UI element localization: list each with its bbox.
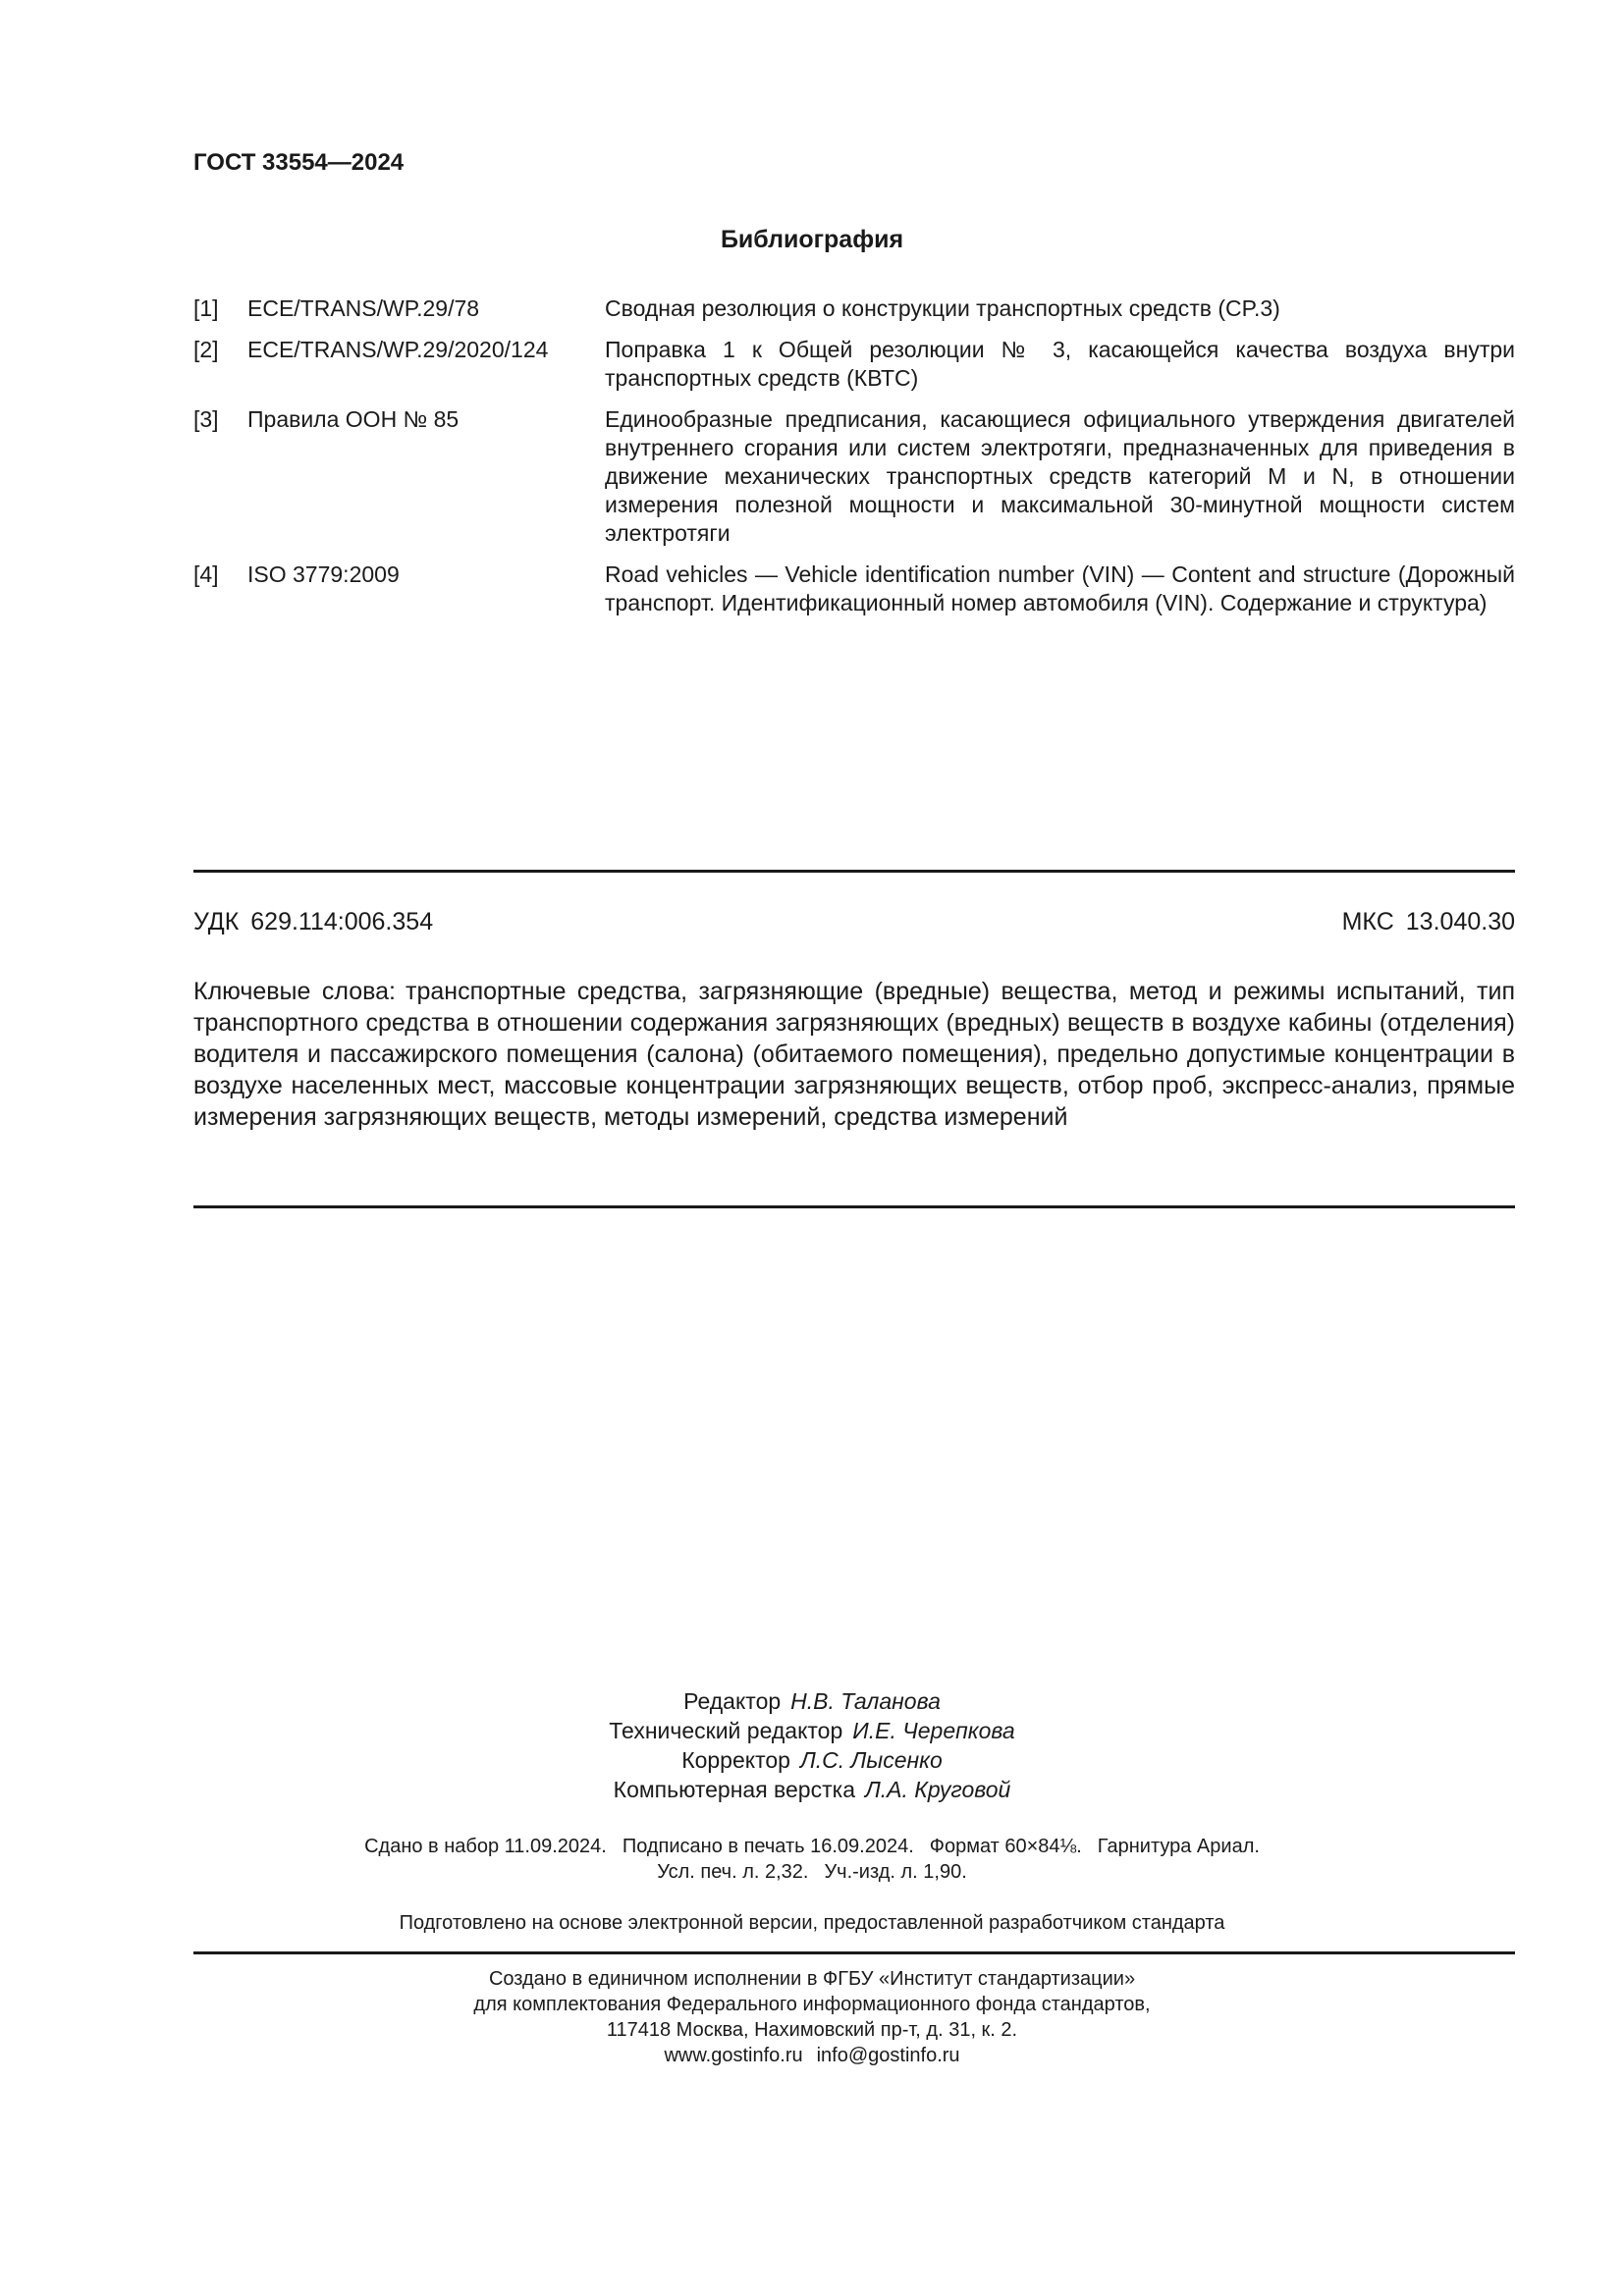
credit-name: Л.А. Круговой [865,1777,1011,1802]
credit-name: Л.С. Лысенко [799,1747,943,1773]
publisher-line: Создано в единичном исполнении в ФГБУ «Институт стандартизации» [488,1968,1136,1990]
bibliography-item-reference: Правила ООН № 85 [247,406,460,432]
bibliography-item [193,405,1515,548]
publisher-contacts [0,2043,1624,2068]
imprint-font: Гарнитура Ариал. [1097,1836,1260,1857]
udk-label: УДК [193,908,240,935]
keywords-paragraph [193,976,1515,1133]
bibliography-item [193,294,1515,323]
bibliography-item-reference: ECE/TRANS/WP.29/78 [247,295,480,321]
divider-rule [193,1951,1515,1954]
keywords-text: транспортные средства, загрязняющие (вредные) вещества, метод и режимы испытаний, тип транспортного средства в отношении содержания загрязняющих (вредных) веществ в воздухе кабины (отделения) водителя и пассажирского помещения (салона) (обитаемого помещения), предельно допустимые концентрации в воздухе населенных мест, массовые концентрации загрязняющих веществ, отбор проб, экспресс-анализ, прямые измерения загрязняющих веществ, методы измерений, средства измерений [193,978,1515,1131]
credits-block [0,1686,1624,1804]
imprint-line [0,1859,1624,1885]
prepared-note: Подготовлено на основе электронной версии, предоставленной разработчиком стандарта [399,1912,1225,1934]
bibliography-item-number: [1] [193,295,219,321]
imprint-format: Формат 60×84⅛. [929,1836,1082,1857]
divider-rule [193,1205,1515,1208]
mks-value: 13.040.30 [1405,908,1515,935]
bibliography-item-number: [3] [193,406,219,432]
mks-label: МКС [1341,908,1394,935]
classification-row [193,908,1515,936]
credit-name: И.Е. Черепкова [852,1718,1015,1743]
bibliography-item-number: [2] [193,337,219,362]
bibliography-item-reference: ECE/TRANS/WP.29/2020/124 [247,337,549,362]
publisher-block [0,1966,1624,2068]
bibliography-list [193,294,1515,630]
credit-line [0,1686,1624,1716]
imprint-publishing-sheets: Уч.-изд. л. 1,90. [824,1861,967,1883]
keywords-label: Ключевые слова: [193,978,396,1005]
credit-line [0,1745,1624,1775]
document-id: ГОСТ 33554—2024 [193,149,405,176]
website-link[interactable]: www.gostinfo.ru [664,2045,803,2066]
bibliography-item-description: Единообразные предписания, касающиеся официального утверждения двигателей внутреннего сгорания или систем электротяги, предназначенных для приведения в движение механических транспортных средств категорий M и N, в отношении измерения полезной мощности и максимальной 30-минутной мощности систем электротяги [605,406,1515,546]
mks-code [1342,908,1515,936]
email-link[interactable]: info@gostinfo.ru [816,2045,960,2066]
credit-role: Корректор [681,1747,790,1773]
bibliography-item-reference: ISO 3779:2009 [247,561,400,587]
imprint-print-sheets: Усл. печ. л. 2,32. [657,1861,809,1883]
udk-value: 629.114:006.354 [250,908,434,935]
bibliography-item-description: Поправка 1 к Общей резолюции № 3, касающейся качества воздуха внутри транспортных средств (КВТС) [605,337,1515,391]
credit-role: Редактор [683,1688,782,1714]
publisher-address: 117418 Москва, Нахимовский пр-т, д. 31, к. 2. [606,2019,1018,2041]
publisher-line: для комплектования Федерального информационного фонда стандартов, [473,1994,1151,2015]
bibliography-item-description: Сводная резолюция о конструкции транспортных средств (CP.3) [605,295,1280,321]
bibliography-item-description: Road vehicles — Vehicle identification number (VIN) — Content and structure (Дорожный транспорт. Идентификационный номер автомобиля (VIN). Содержание и структура) [605,561,1515,615]
imprint-line [0,1834,1624,1859]
bibliography-item [193,336,1515,393]
imprint-submitted: Сдано в набор 11.09.2024. [364,1836,607,1857]
credit-role: Компьютерная верстка [613,1777,855,1802]
credit-name: Н.В. Таланова [790,1688,941,1714]
bibliography-title: Библиография [720,226,904,253]
credit-role: Технический редактор [609,1718,843,1743]
imprint-block [0,1834,1624,1885]
divider-rule [193,870,1515,873]
bibliography-item-number: [4] [193,561,219,587]
bibliography-item [193,561,1515,617]
credit-line [0,1775,1624,1804]
credit-line [0,1716,1624,1745]
imprint-signed: Подписано в печать 16.09.2024. [622,1836,914,1857]
